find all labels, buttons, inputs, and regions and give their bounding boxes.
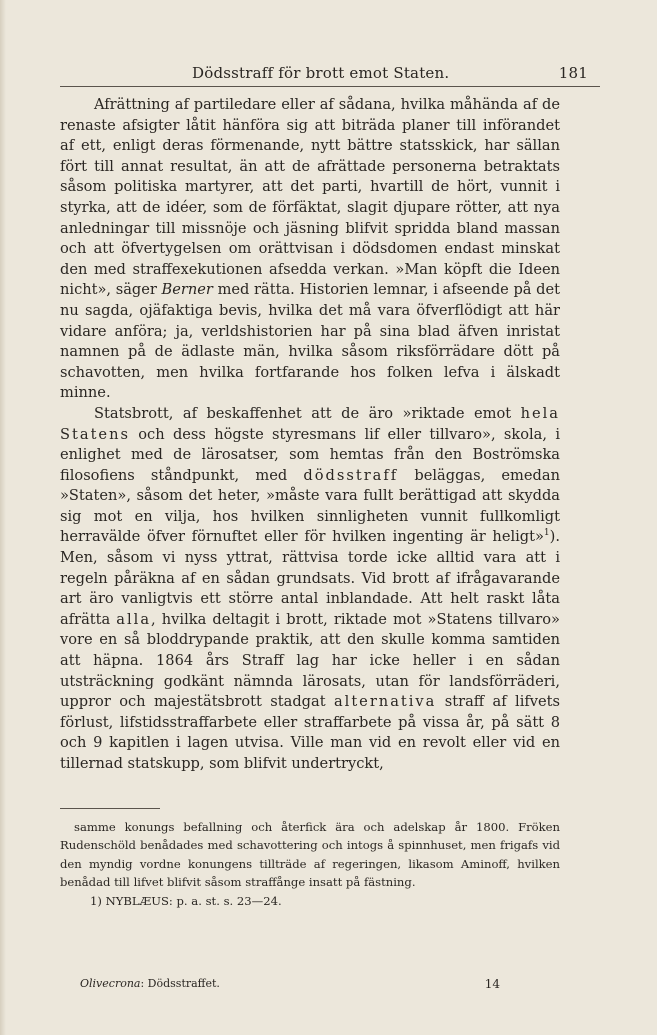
- page-number: 181: [558, 64, 588, 82]
- sheet-number: 14: [484, 977, 500, 991]
- author-citation: Berner: [161, 281, 213, 299]
- signature-line: [80, 977, 500, 990]
- running-title: Dödsstraff för brott emot Staten.: [192, 64, 450, 82]
- footnote-1: 1) NYBLÆUS: p. a. st. s. 23—24.: [90, 893, 282, 908]
- footnote-continued: samme konungs befallning och återfick ära och adelskap år 1800. Fröken Rudenschöld benådades med schavottering och intogs å spinnhuset, men frigafs vid den myndig vordne konungens tillträde af regeringen, likasom Aminoff, hvilken benådad till lifvet blifvit såsom straffånge insatt på fästning.: [60, 820, 560, 890]
- spaced-emphasis: alternativa: [333, 693, 437, 711]
- footnote-marker[interactable]: 1: [543, 528, 550, 539]
- signature-title: : Dödsstraffet.: [140, 977, 220, 990]
- footnotes: [60, 818, 560, 910]
- footnote-rule: [60, 808, 160, 809]
- page-edge: [0, 0, 6, 1035]
- header-rule: [60, 86, 600, 87]
- spaced-emphasis: dödsstraff: [303, 466, 399, 484]
- spaced-emphasis: hela Statens: [60, 404, 560, 443]
- paragraph-1: Afrättning af partiledare eller af sådana, hvilka måhända af de renaste afsigter låtit hänföra sig att biträda planer till införandet af ett, enligt deras förmenande, nytt bättre statsskick, har sällan fört till annat resultat, än att de afrättade personerna betraktats såsom politiska martyrer, att det parti, hvartill de hört, vunnit i styrka, att de idéer, som de förfäktat, slagit djupare rötter, att nya anledningar till missnöje och jäsning blifvit spridda bland massan och att öfvertygelsen om orättvisan i dödsdomen endast minskat den med straffexekutionen afsedda verkan. »Man köpft die Ideen nicht», säger Berner med rätta. Historien lemnar, i afseende på det nu sagda, ojäfaktiga bevis, hvilka det må vara öfverflödigt att här vidare anföra; ja, verldshistorien har på sina blad äfven inristat namnen på de ädlaste män, hvilka såsom riksförrädare dött på schavotten, men hvilka fortfarande hos folken lefva i älskadt minne.: [60, 96, 561, 402]
- spaced-emphasis: alla: [116, 610, 152, 628]
- paragraph-2: Statsbrott, af beskaffenhet att de äro »riktade emot hela Statens och dess högste styresmans lif eller tillvaro», skola, i enlighet med de lärosatser, som hemtas från den Boströmska filosofiens ståndpunkt, med dödsstraff beläggas, emedan »Staten», såsom det heter, »måste vara fullt berättigad att skydda sig mot en vilja, hos hvilken sinnligheten vunnit fullkomligt herravälde öfver förnuftet eller för hvilken ingenting är heligt»$^1$). Men, såsom vi nyss yttrat, rättvisa torde icke alltid vara att i regeln påräkna af en sådan grundsats. Vid brott af ifrågavarande art äro vanligtvis ett större antal inblandade. Att helt raskt låta afrätta alla, hvilka deltagit i brott, riktade mot »Statens tillvaro» vore en så bloddrypande praktik, att den skulle komma samtiden att häpna. 1864 års Straff lag har icke heller i en sådan utsträckning godkänt nämnda lärosats, utan för landsförräderi, uppror och majestätsbrott stadgat alternativa straff af lifvets förlust, lifstidsstraffarbete eller straffarbete på vissa år, på sätt 8 och 9 kapitlen i lagen utvisa. Ville man vid en revolt eller vid en tillernad statskupp, som blifvit undertryckt,: [60, 404, 561, 772]
- main-text: [60, 95, 560, 775]
- signature-author: Olivecrona: [80, 977, 141, 990]
